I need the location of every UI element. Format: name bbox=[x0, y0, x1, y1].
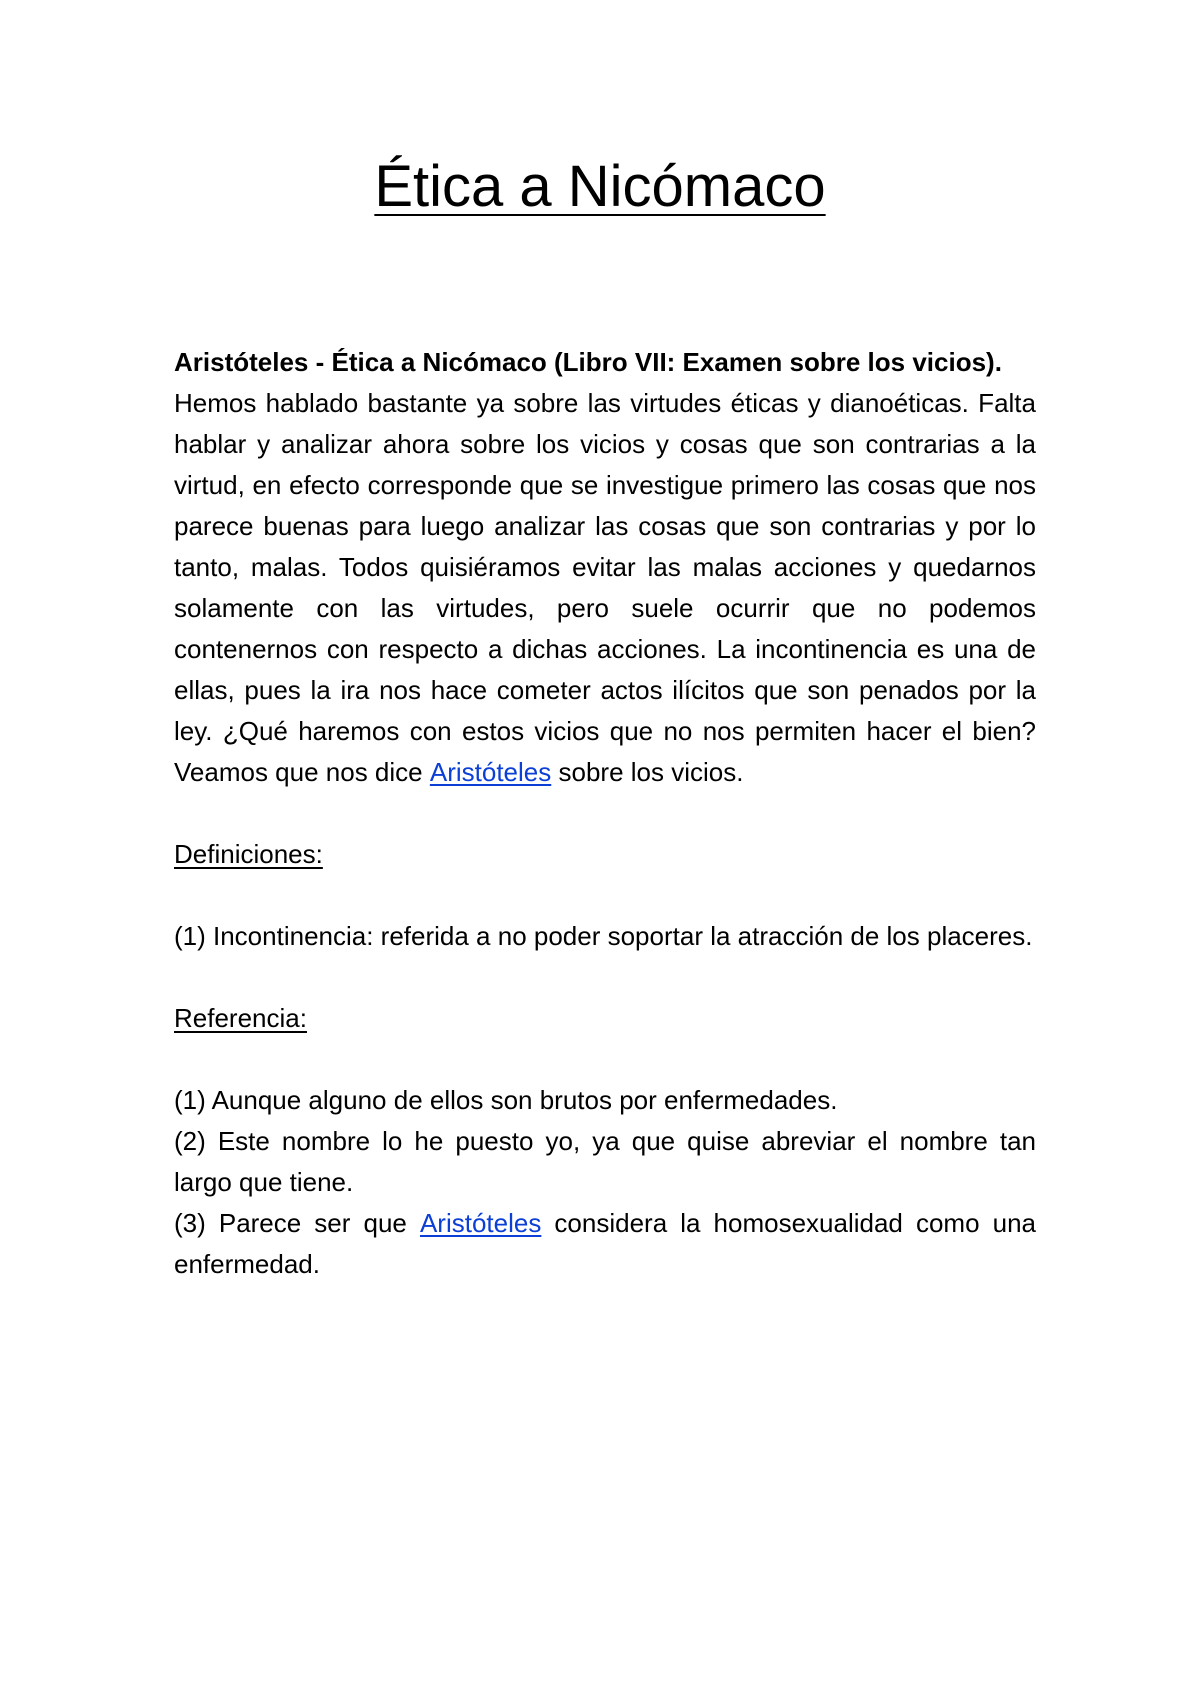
spacer bbox=[174, 1039, 1036, 1080]
reference-item-1: (1) Aunque alguno de ellos son brutos por enfermedades. bbox=[174, 1085, 838, 1115]
intro-text: Hemos hablado bastante ya sobre las virtudes éticas y dianoéticas. Falta hablar y analizar ahora sobre los vicios y cosas que son contrarias a la virtud, en efecto corresponde que se investigue primero las cosas que nos parece buenas para luego analizar las cosas que son contrarias y por lo tanto, malas. Todos quisiéramos evitar las malas acciones y quedarnos solamente con las virtudes, pero suele ocurrir que no podemos contenernos con respecto a dichas acciones. La incontinencia es una de ellas, pues la ira nos hace cometer actos ilícitos que son penados por la ley. ¿Qué haremos con estos vicios que no nos permiten hacer el bien? Veamos que nos dice bbox=[174, 388, 1036, 787]
document-body bbox=[174, 342, 1036, 1285]
definitions-label: Definiciones: bbox=[174, 839, 323, 869]
definition-item: (1) Incontinencia: referida a no poder soportar la atracción de los placeres. bbox=[174, 921, 1033, 951]
aristoteles-link-reference[interactable]: Aristóteles bbox=[419, 1208, 542, 1238]
aristoteles-link[interactable]: Aristóteles bbox=[429, 757, 552, 787]
reference-item-2: (2) Este nombre lo he puesto yo, ya que quise abreviar el nombre tan largo que tiene. bbox=[174, 1126, 1036, 1197]
reference-item-3 bbox=[174, 1203, 1036, 1285]
page-title: Ética a Nicómaco bbox=[374, 154, 826, 219]
reference-3-text-end: considera la homosexualidad como una enfermedad. bbox=[174, 1208, 1036, 1279]
intro-paragraph bbox=[174, 383, 1036, 793]
reference-3-text: (3) Parece ser que bbox=[174, 1208, 407, 1238]
references-label: Referencia: bbox=[174, 1003, 307, 1033]
intro-text-end: sobre los vicios. bbox=[558, 757, 744, 787]
section-heading: Aristóteles - Ética a Nicómaco (Libro VII: Examen sobre los vicios). bbox=[174, 347, 1002, 377]
spacer bbox=[174, 957, 1036, 998]
spacer bbox=[174, 875, 1036, 916]
spacer bbox=[174, 793, 1036, 834]
